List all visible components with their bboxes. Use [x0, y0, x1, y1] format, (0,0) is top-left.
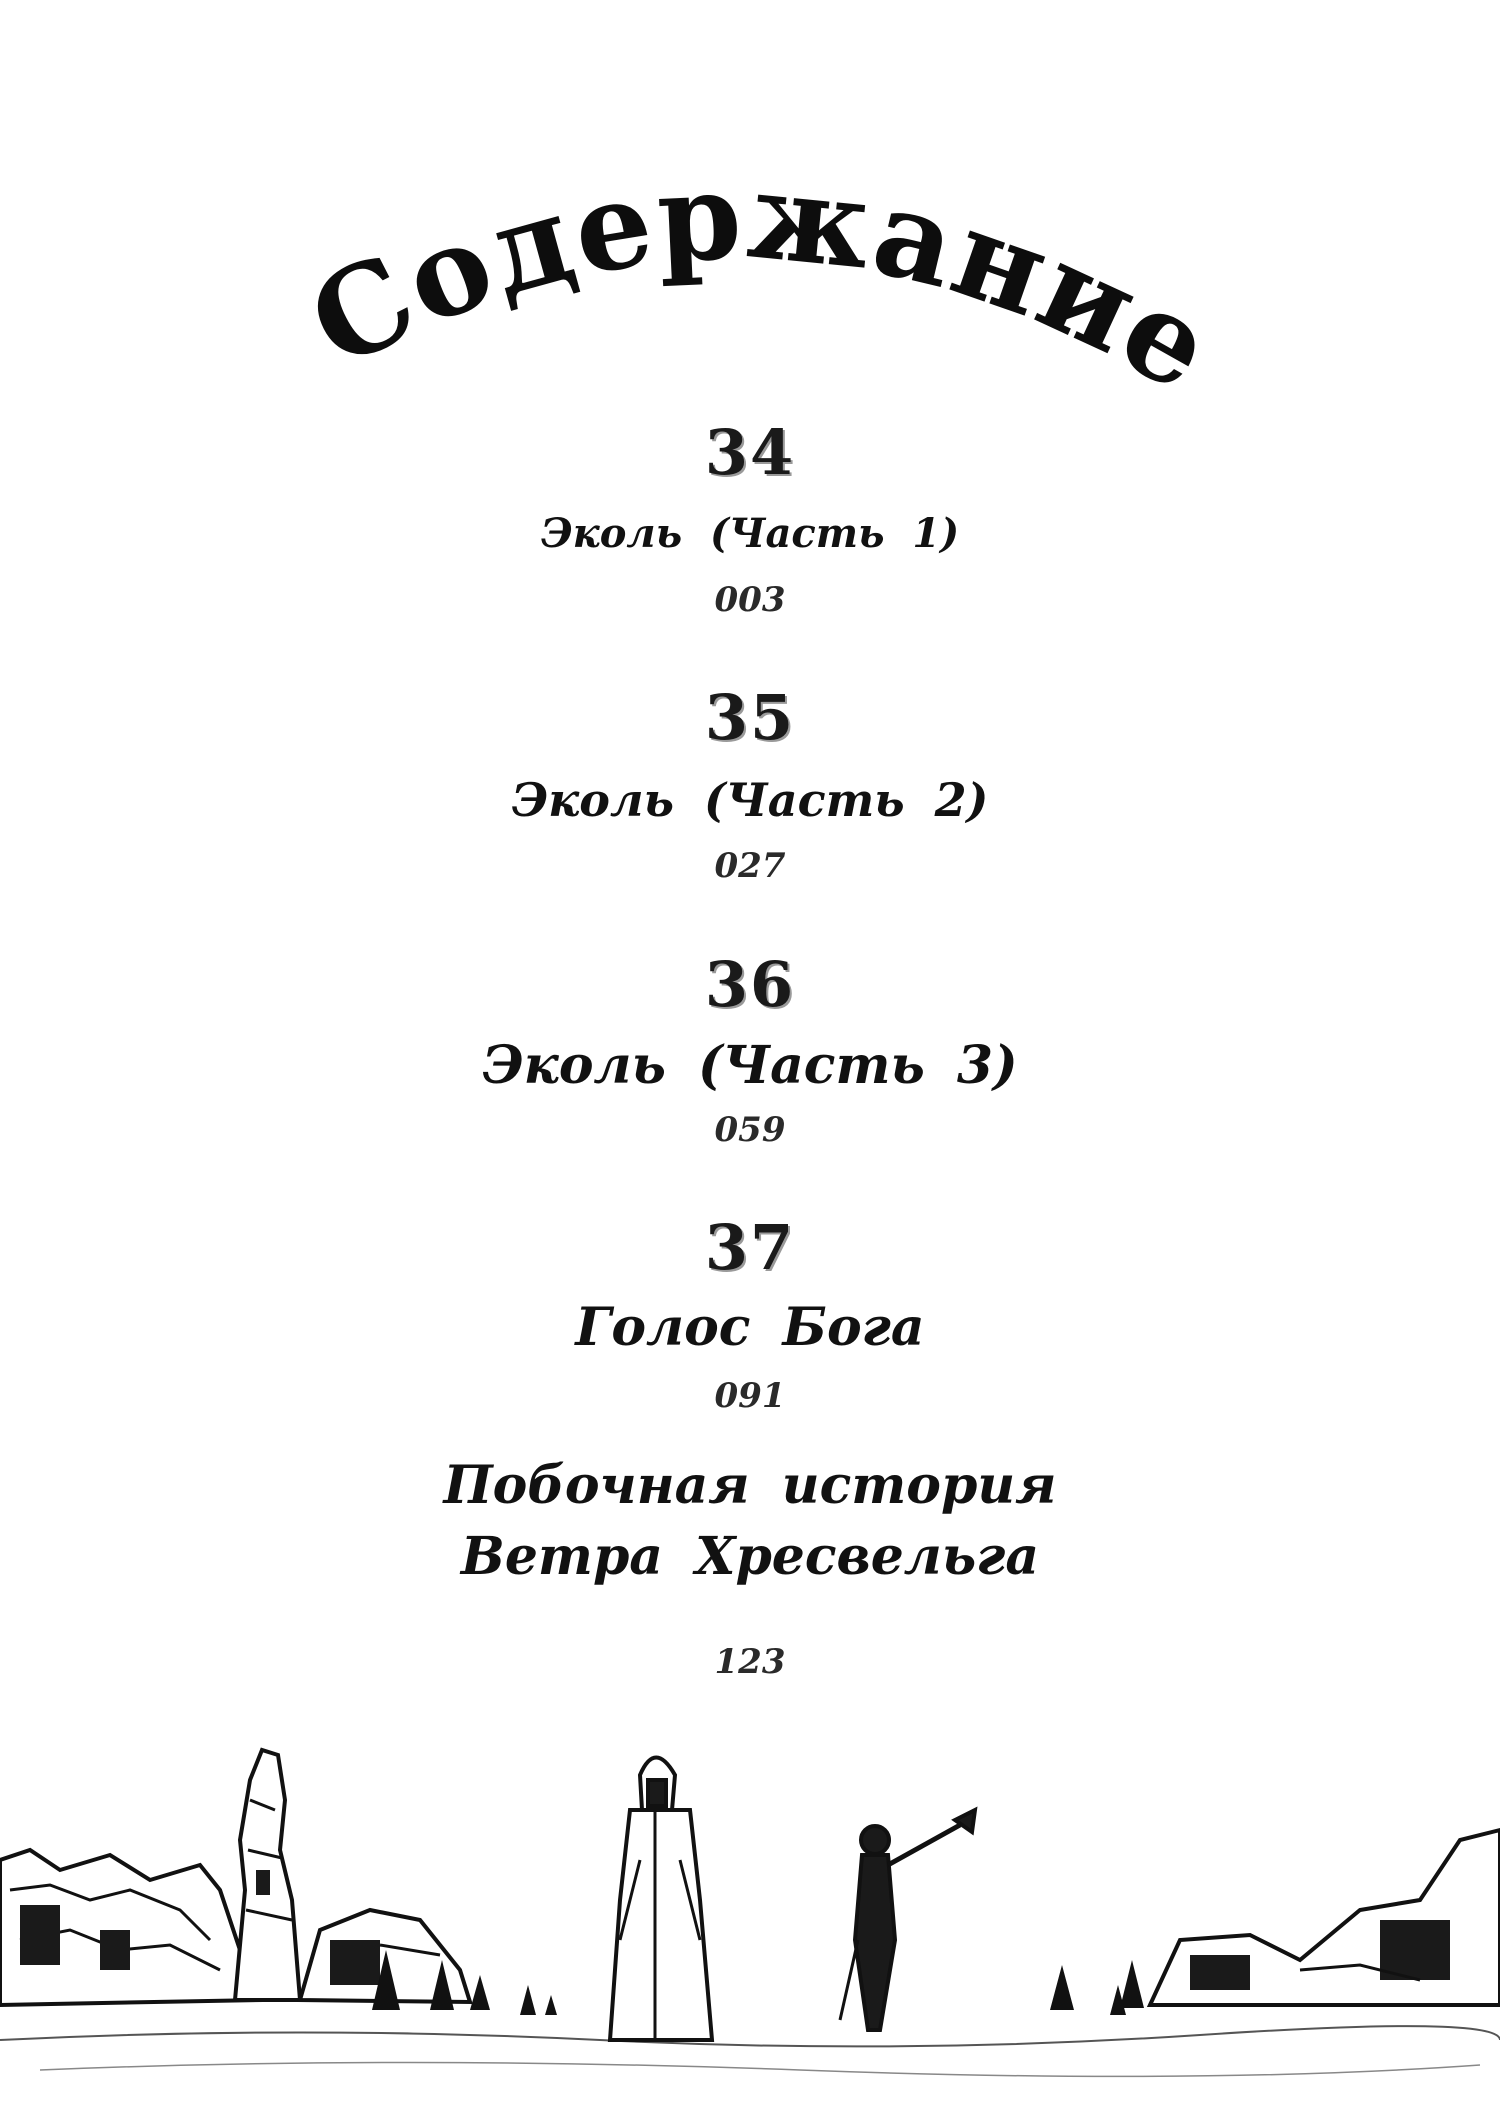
side-story-title-line2: Ветра Хресвельга — [460, 1526, 1040, 1587]
side-story-title-line1: Побочная история — [443, 1455, 1057, 1516]
chapter-number: 37 — [704, 1211, 796, 1284]
side-story-page: 123 — [714, 1642, 786, 1682]
chapter-title: Голос Бога — [575, 1297, 925, 1358]
page-title — [0, 150, 1500, 450]
chapter-page: 003 — [714, 580, 786, 620]
chapter-page: 091 — [714, 1376, 786, 1416]
chapter-title: Эколь (Часть 1) — [540, 510, 960, 557]
chapter-title: Эколь (Часть 3) — [482, 1035, 1018, 1096]
chapter-title: Эколь (Часть 2) — [511, 773, 989, 827]
svg-text:Содержание: Содержание — [288, 150, 1237, 420]
landscape-illustration — [0, 1740, 1500, 2103]
cloaked-figure — [610, 1758, 712, 2041]
chapter-number: 36 — [704, 948, 796, 1021]
chapter-number: 35 — [704, 681, 796, 754]
chapter-page: 027 — [714, 846, 786, 886]
chapter-page: 059 — [714, 1110, 786, 1150]
chapter-number: 34 — [704, 416, 796, 489]
